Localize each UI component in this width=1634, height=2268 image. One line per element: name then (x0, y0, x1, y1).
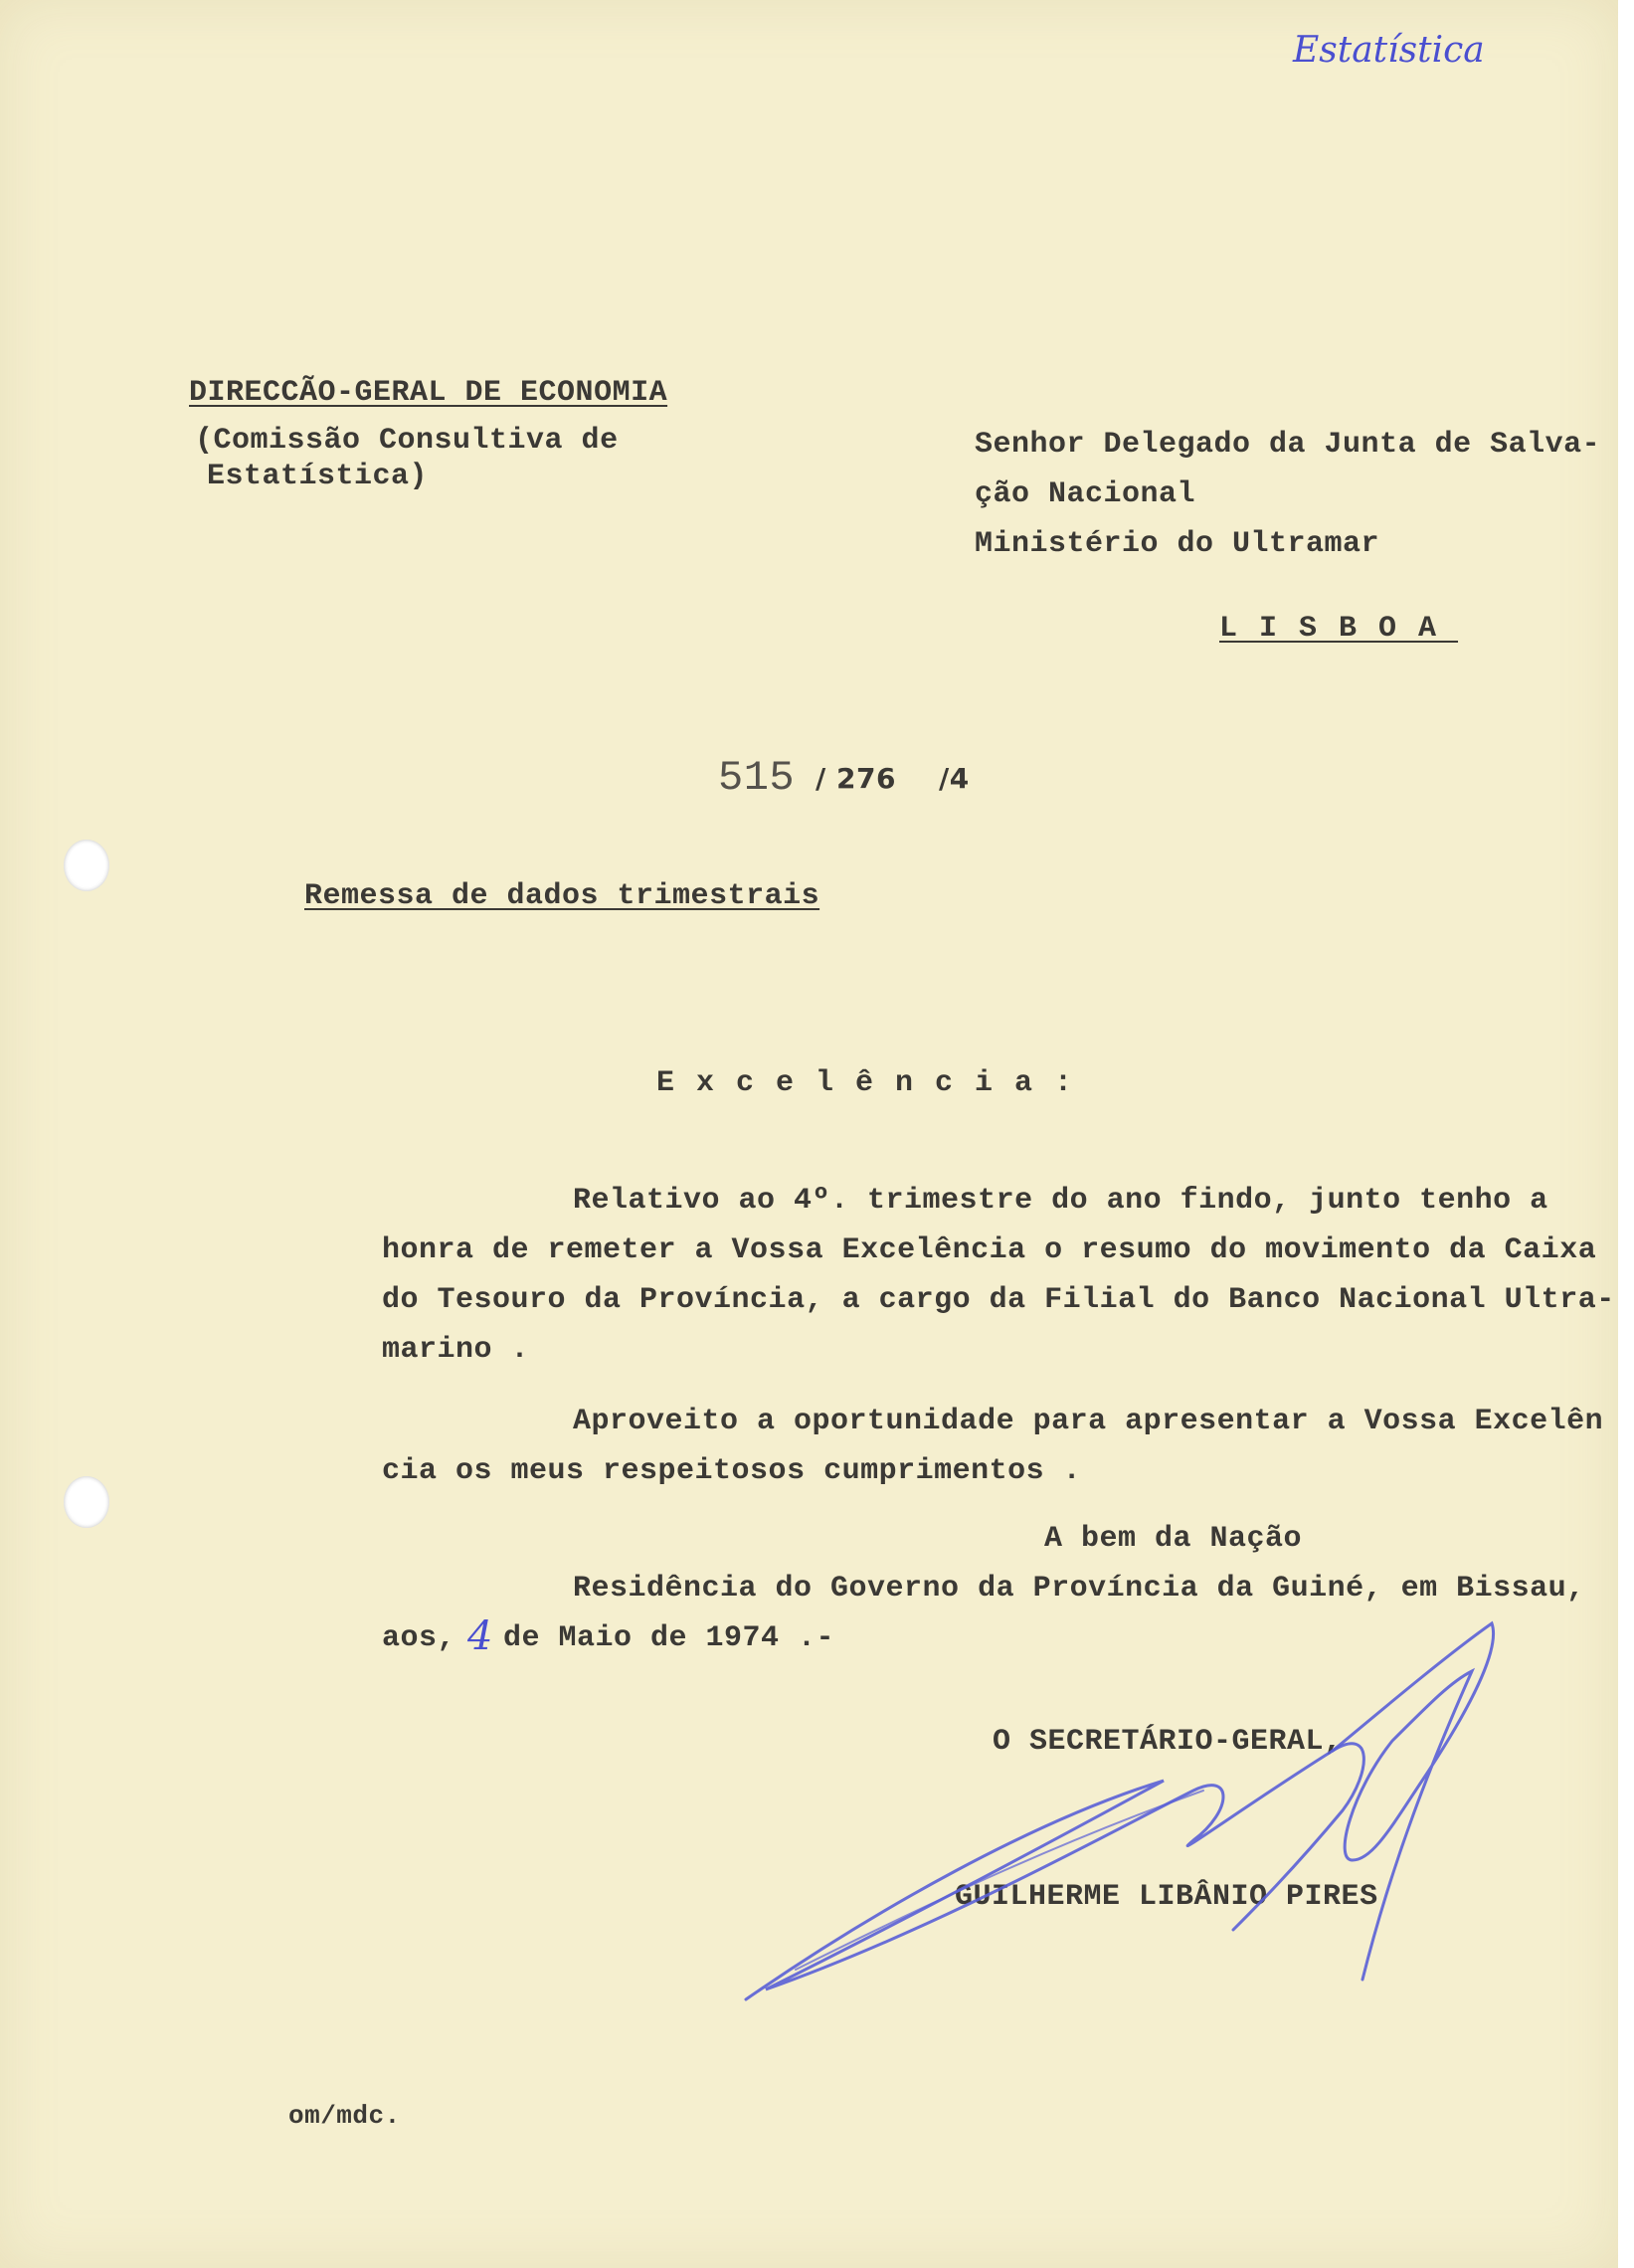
salutation: Excelência: (656, 1066, 1095, 1100)
sender-office: DIRECCÃO-GERAL DE ECONOMIA (189, 376, 668, 410)
recipient-line1: Senhor Delegado da Junta de Salva- (975, 428, 1601, 462)
body-p2-line2: cia os meus respeitosos cumprimentos . (382, 1454, 1082, 1488)
reference-part3: /4 (939, 762, 970, 795)
place-line: Residência do Governo da Província da Guiné, em Bissau, (573, 1572, 1585, 1606)
body-p2-line1: Aproveito a oportunidade para apresentar a Vossa Excelên (573, 1405, 1604, 1438)
handwritten-signature (736, 1611, 1532, 2029)
reference-part2: / 276 (816, 762, 896, 795)
subject-line: Remessa de dados trimestrais (304, 879, 820, 913)
closing-formula: A bem da Nação (1044, 1522, 1303, 1556)
date-suffix: de Maio de 1974 .- (503, 1621, 835, 1655)
recipient-city: LISBOA (1219, 612, 1459, 646)
recipient-line2: ção Nacional (975, 477, 1196, 511)
body-p1-line3: do Tesouro da Província, a cargo da Filial do Banco Nacional Ultra- (382, 1283, 1615, 1317)
sender-line1: (Comissão Consultiva de (195, 424, 619, 458)
recipient-line3: Ministério do Ultramar (975, 527, 1380, 561)
handwritten-category: Estatística (1293, 30, 1485, 71)
body-p1-line4: marino . (382, 1333, 530, 1367)
date-prefix: aos, (382, 1621, 456, 1655)
handwritten-day: 4 (467, 1613, 493, 1659)
signatory-name: GUILHERME LIBÂNIO PIRES (955, 1880, 1378, 1914)
punch-hole (64, 1476, 109, 1528)
body-p1-line2: honra de remeter a Vossa Excelência o resumo do movimento da Caixa (382, 1233, 1597, 1267)
sender-line2: Estatística) (207, 460, 429, 493)
body-p1-line1: Relativo ao 4º. trimestre do ano findo, junto tenho a (573, 1184, 1548, 1218)
typist-initials: om/mdc. (288, 2101, 401, 2131)
punch-hole (64, 840, 109, 891)
signatory-title: O SECRETÁRIO-GERAL, (993, 1725, 1343, 1759)
reference-number: 515 (718, 754, 796, 802)
